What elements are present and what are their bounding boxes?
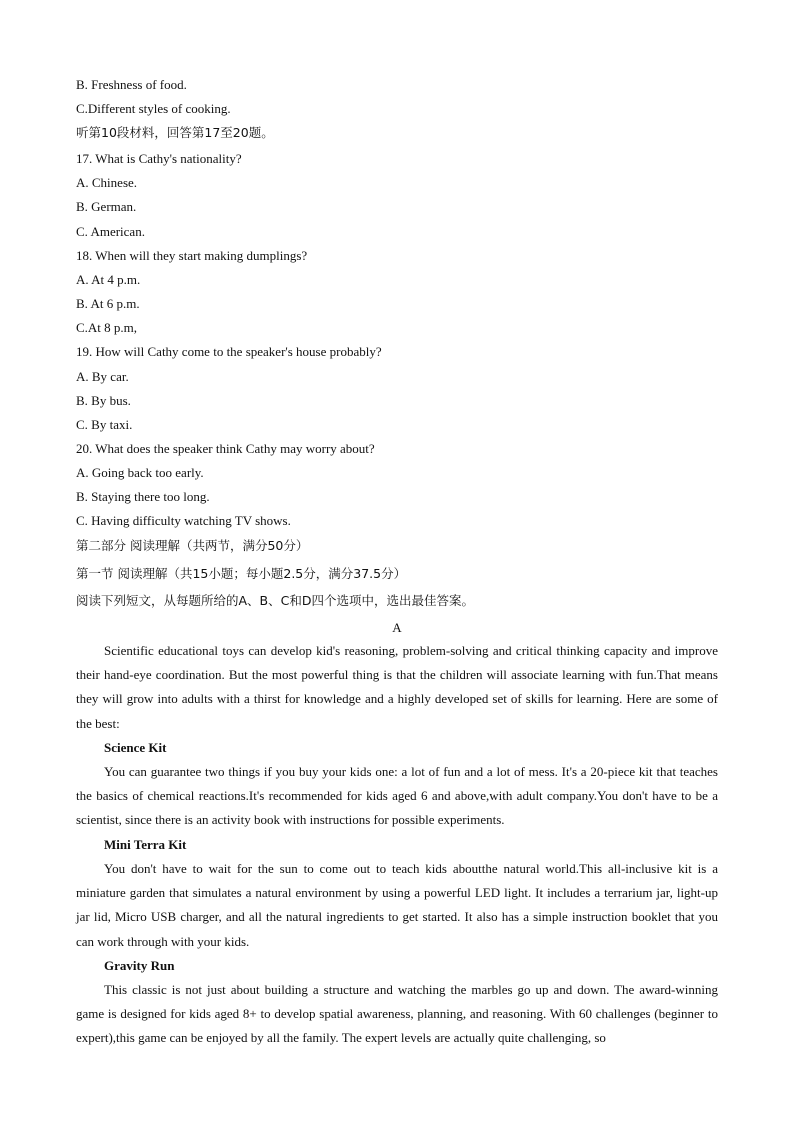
- option-line: B. At 6 p.m.: [76, 296, 140, 311]
- passage-intro: [76, 639, 718, 736]
- part-two-title: 第二部分 阅读理解（共两节，满分50分）: [76, 538, 309, 553]
- option-line: C. By taxi.: [76, 417, 133, 432]
- option-line: A. Going back too early.: [76, 465, 204, 480]
- option-line: A. Chinese.: [76, 175, 138, 190]
- question-20: 20. What does the speaker think Cathy may worry about?: [76, 441, 375, 456]
- option-line: C.At 8 p.m,: [76, 320, 138, 335]
- question-18: 18. When will they start making dumplings?: [76, 248, 308, 263]
- passage-intro-text: Scientific educational toys can develop kid's reasoning, problem-solving and critical thinking capacity and improve their hand-eye coordination. But the most powerful thing is that the children will associate learning with fun.That means they will grow into adults with a thirst for knowledge and a highly developed set of skills for learning. Here are some of the best:: [76, 643, 718, 731]
- option-line: B. Staying there too long.: [76, 489, 210, 504]
- item-title-mini-terra-kit: Mini Terra Kit: [104, 837, 187, 852]
- passage-label: A: [392, 620, 402, 635]
- item-text-gravity-run: [76, 978, 718, 1051]
- option-line: C.Different styles of cooking.: [76, 101, 231, 116]
- section-one-title: 第一节 阅读理解（共15小题；每小题2.5分，满分37.5分）: [76, 566, 407, 581]
- item-text-mini-terra-kit: [76, 857, 718, 954]
- item-title-gravity-run: Gravity Run: [104, 958, 175, 973]
- option-line: B. German.: [76, 199, 137, 214]
- option-line: C. American.: [76, 224, 145, 239]
- option-line: B. Freshness of food.: [76, 77, 187, 92]
- question-19: 19. How will Cathy come to the speaker's house probably?: [76, 344, 382, 359]
- item-text-science-kit: [76, 760, 718, 833]
- item-text: You can guarantee two things if you buy your kids one: a lot of fun and a lot of mess. It's a 20-piece kit that teaches the basics of chemical reactions.It's recommended for kids aged 6 and above,with adult company.You don't have to be a scientist, since there is an activity book with instructions for possible experiments.: [76, 764, 718, 828]
- question-17: 17. What is Cathy's nationality?: [76, 151, 242, 166]
- item-text: You don't have to wait for the sun to come out to teach kids aboutthe natural world.This all-inclusive kit is a miniature garden that simulates a natural environment by using a powerful LED light. It includes a terrarium jar, light-up jar lid, Micro USB charger, and all the natural ingredients to get started. It also has a simple instruction booklet that you can work through with your kids.: [76, 861, 718, 949]
- option-line: A. At 4 p.m.: [76, 272, 141, 287]
- listening-instruction: 听第10段材料，回答第17至20题。: [76, 125, 274, 140]
- option-line: B. By bus.: [76, 393, 131, 408]
- item-text: This classic is not just about building a structure and watching the marbles go up and down. The award-winning game is designed for kids aged 8+ to develop spatial awareness, planning, and reasoning. With 60 challenges (beginner to expert),this game can be enjoyed by all the family. The expert levels are actually quite challenging, so: [76, 982, 718, 1046]
- item-title-science-kit: Science Kit: [104, 740, 167, 755]
- option-line: A. By car.: [76, 369, 129, 384]
- reading-instruction: 阅读下列短文，从每题所给的A、B、C和D四个选项中，选出最佳答案。: [76, 593, 474, 608]
- option-line: C. Having difficulty watching TV shows.: [76, 513, 291, 528]
